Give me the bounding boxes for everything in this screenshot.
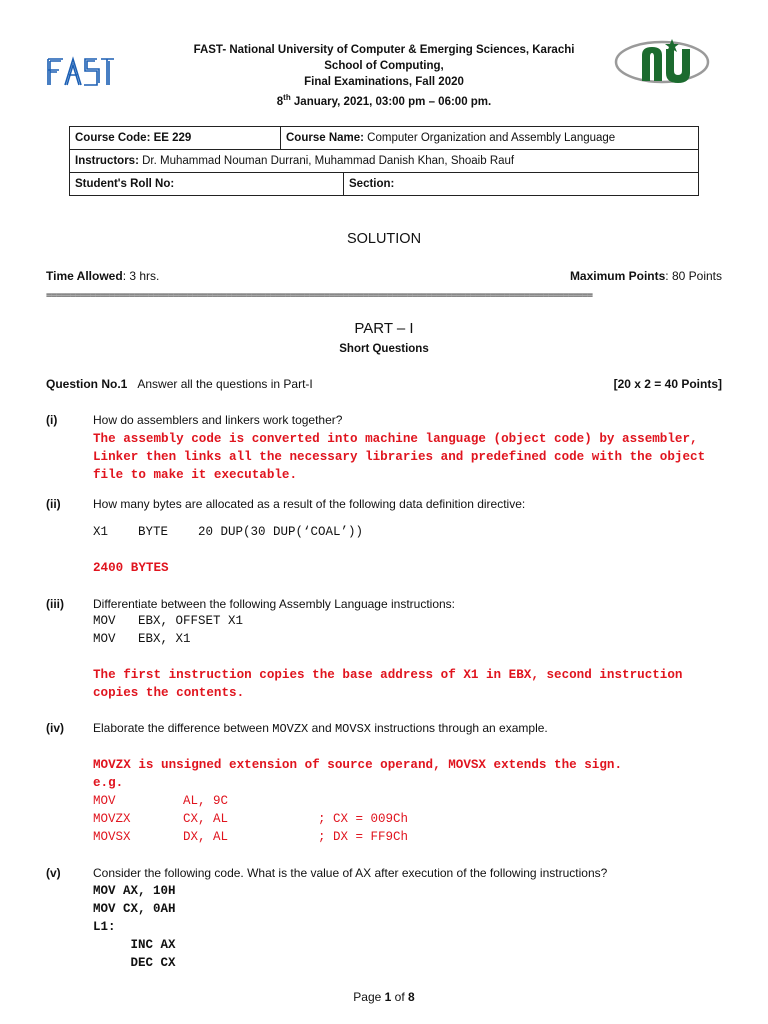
- question-ii-answer: 2400 BYTES: [93, 561, 169, 575]
- question-iii-number: (iii): [46, 597, 64, 611]
- university-name: FAST- National University of Computer & Emerging Sciences, Karachi: [193, 44, 575, 56]
- question-v-code-2: MOV CX, 0AH: [93, 902, 176, 916]
- exam-date: 8th January, 2021, 03:00 pm – 06:00 pm.: [276, 93, 492, 108]
- question-ii-number: (ii): [46, 497, 61, 511]
- exam-title: Final Examinations, Fall 2020: [304, 76, 464, 88]
- course-name-cell: Course Name: Computer Organization and Assembly Language: [281, 127, 699, 150]
- part-subheading: Short Questions: [339, 343, 429, 355]
- separator-rule: ================================================================================================================: [46, 290, 593, 301]
- question-i-number: (i): [46, 413, 58, 427]
- maximum-points: Maximum Points: 80 Points: [569, 269, 722, 283]
- question-i-text: How do assemblers and linkers work together?: [93, 413, 343, 427]
- school-name: School of Computing,: [324, 60, 444, 72]
- question-iii-text: Differentiate between the following Assembly Language instructions:: [93, 597, 455, 611]
- question-v-text: Consider the following code. What is the value of AX after execution of the following instructions?: [93, 866, 608, 880]
- solution-heading: SOLUTION: [346, 231, 422, 247]
- course-info-table: [69, 126, 699, 196]
- question-v-number: (v): [46, 866, 61, 880]
- question-ii-text: How many bytes are allocated as a result of the following data definition directive:: [93, 497, 526, 511]
- question-ii-code: X1 BYTE 20 DUP(30 DUP(‘COAL’)): [93, 525, 364, 539]
- question-v-code-4: INC AX: [93, 938, 176, 952]
- roll-no-cell: Student's Roll No:: [70, 173, 344, 196]
- question-iv-text: Elaborate the difference between MOVZX and MOVSX instructions through an example.: [93, 721, 548, 736]
- question-i-answer: The assembly code is converted into machine language (object code) by assembler, Linker then links all the necessary libraries and predefined code with the object file to make it executable.: [93, 432, 706, 482]
- question-1-heading: Question No.1 Answer all the questions in Part-I: [46, 377, 313, 391]
- question-iv-code-1: MOV AL, 9C: [93, 794, 229, 808]
- question-v-code-3: L1:: [93, 920, 116, 934]
- time-allowed: Time Allowed: 3 hrs.: [46, 269, 160, 283]
- question-iii-code-1: MOV EBX, OFFSET X1: [93, 614, 244, 628]
- instructors-cell: Instructors: Dr. Muhammad Nouman Durrani, Muhammad Danish Khan, Shoaib Rauf: [70, 150, 699, 173]
- question-iv-code-3: MOVSX DX, AL ; DX = FF9Ch: [93, 830, 409, 844]
- section-cell: Section:: [344, 173, 699, 196]
- question-iv-eg: e.g.: [93, 776, 124, 790]
- question-iv-number: (iv): [46, 721, 64, 735]
- question-iii-answer: The first instruction copies the base address of X1 in EBX, second instruction copies the contents.: [93, 668, 683, 700]
- question-v-code-1: MOV AX, 10H: [93, 884, 176, 898]
- question-1-points: [20 x 2 = 40 Points]: [613, 377, 722, 391]
- question-iv-code-2: MOVZX CX, AL ; CX = 009Ch: [93, 812, 409, 826]
- course-code-cell: Course Code: EE 229: [70, 127, 281, 150]
- question-iv-answer: MOVZX is unsigned extension of source operand, MOVSX extends the sign.: [93, 758, 623, 772]
- part-heading: PART – I: [354, 320, 414, 337]
- question-iii-code-2: MOV EBX, X1: [93, 632, 191, 646]
- question-v-code-5: DEC CX: [93, 956, 176, 970]
- page-number: Page 1 of 8: [353, 990, 415, 1004]
